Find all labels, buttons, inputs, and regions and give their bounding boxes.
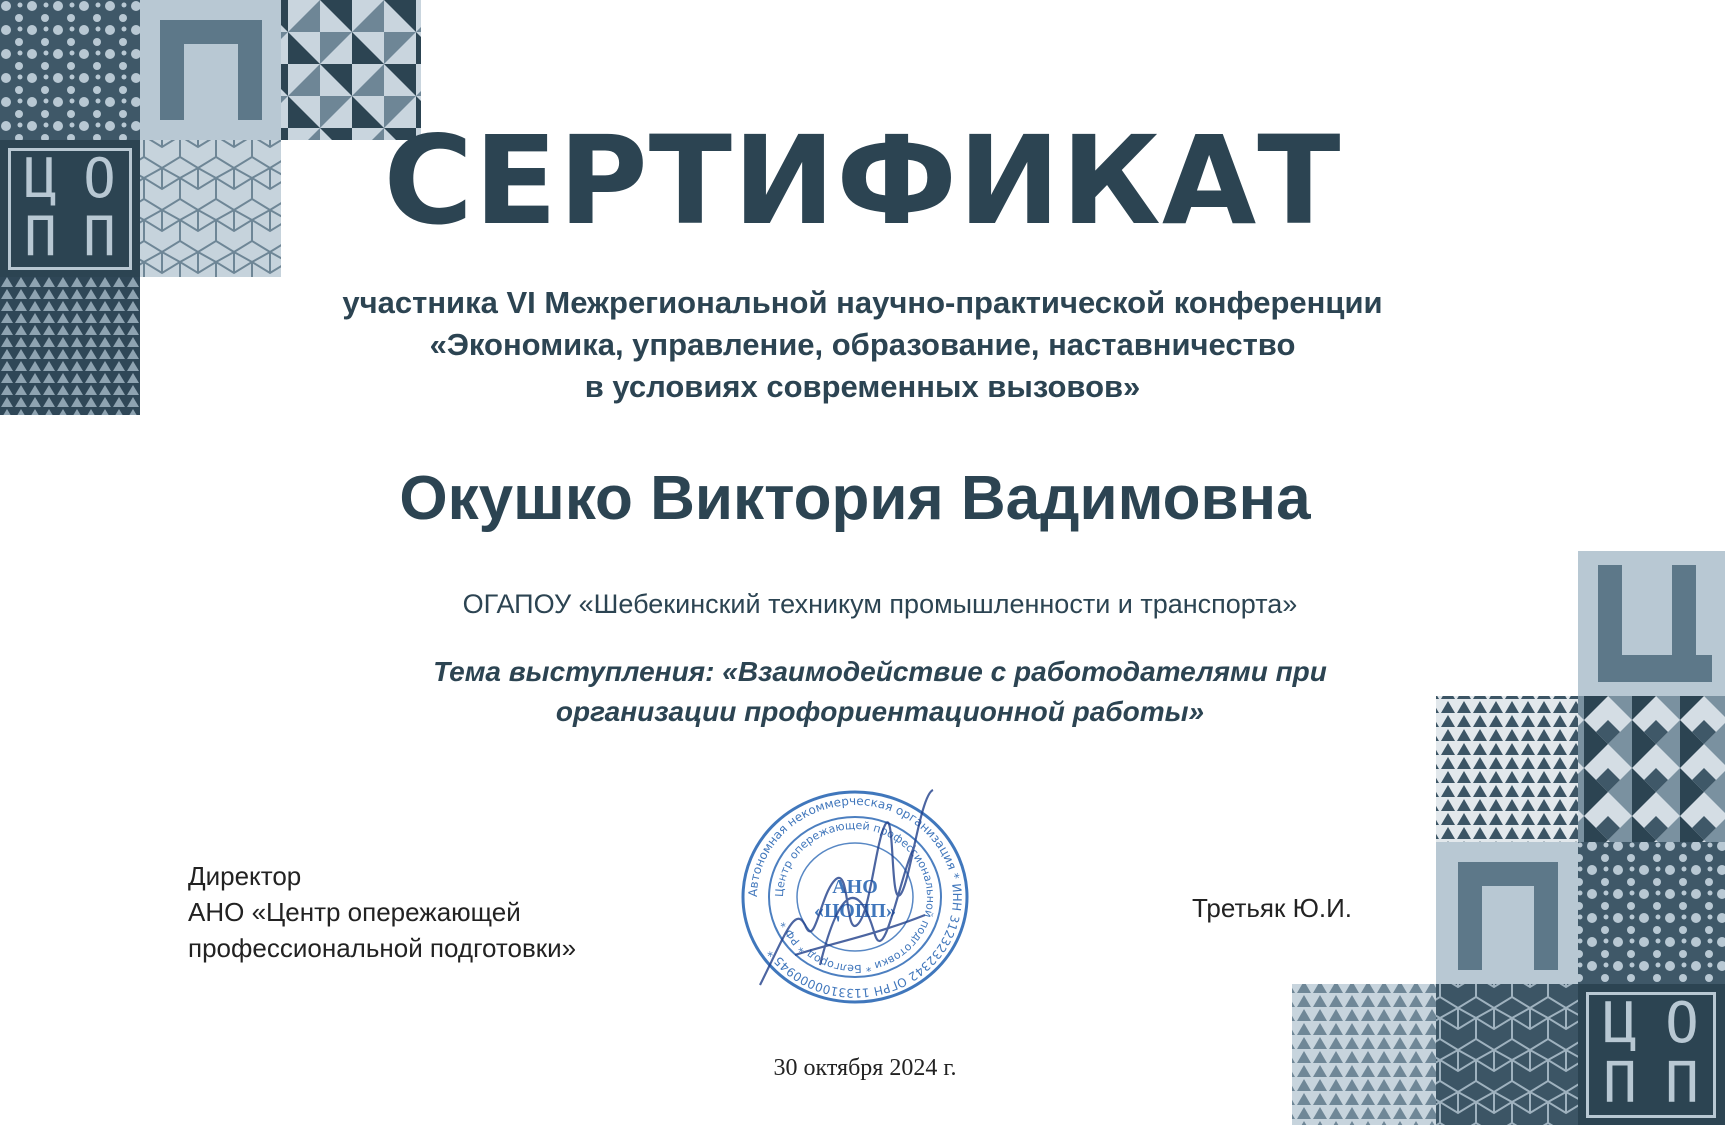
logo-letter: П <box>1603 1051 1637 1116</box>
subtitle-line: участника VI Межрегиональной научно-практической конференции <box>342 285 1383 320</box>
stamp-center-line2: «ЦОПП» <box>814 900 896 922</box>
logo-grid-bottom-right <box>1586 992 1716 1118</box>
logo-letter: П <box>83 205 116 268</box>
issue-date: 30 октября 2024 г. <box>773 1055 957 1081</box>
signer-position-line: Директор <box>188 861 302 891</box>
official-stamp <box>725 785 985 1005</box>
logo-letter: Ц <box>24 147 57 210</box>
logo-letter: О <box>83 147 116 210</box>
logo-letter: П <box>1665 1051 1699 1116</box>
topic-line: организации профориентационной работы» <box>555 696 1205 727</box>
recipient-name: Окушко Виктория Вадимовна <box>399 464 1311 533</box>
stamp-outer-text: Автономная некоммерческая организация * ИНН 3123232342 ОГРН 1133100000945 * <box>745 793 965 1001</box>
presentation-topic <box>380 652 1380 732</box>
logo-letter: Ц <box>1603 991 1637 1056</box>
certificate-title: СЕРТИФИКАТ <box>383 110 1342 252</box>
logo-letter: П <box>24 205 57 268</box>
subtitle-line: «Экономика, управление, образование, наставничество <box>429 327 1296 362</box>
signer-position <box>188 858 576 966</box>
recipient-organization: ОГАПОУ «Шебекинский техникум промышленности и транспорта» <box>462 589 1298 619</box>
signer-position-line: АНО «Центр опережающей <box>188 897 521 927</box>
stamp-inner-text: Центр опережающей профессиональной подготовки * Белгород * РФ * <box>772 818 938 976</box>
signer-position-line: профессиональной подготовки» <box>188 933 577 963</box>
certificate-subtitle <box>300 282 1425 408</box>
signer-name: Третьяк Ю.И. <box>1192 893 1353 923</box>
logo-letter: О <box>1665 991 1699 1056</box>
topic-line: Тема выступления: «Взаимодействие с работодателями при <box>433 656 1327 687</box>
subtitle-line: в условиях современных вызовов» <box>584 369 1141 404</box>
stamp-center-line1: АНО <box>832 876 878 898</box>
